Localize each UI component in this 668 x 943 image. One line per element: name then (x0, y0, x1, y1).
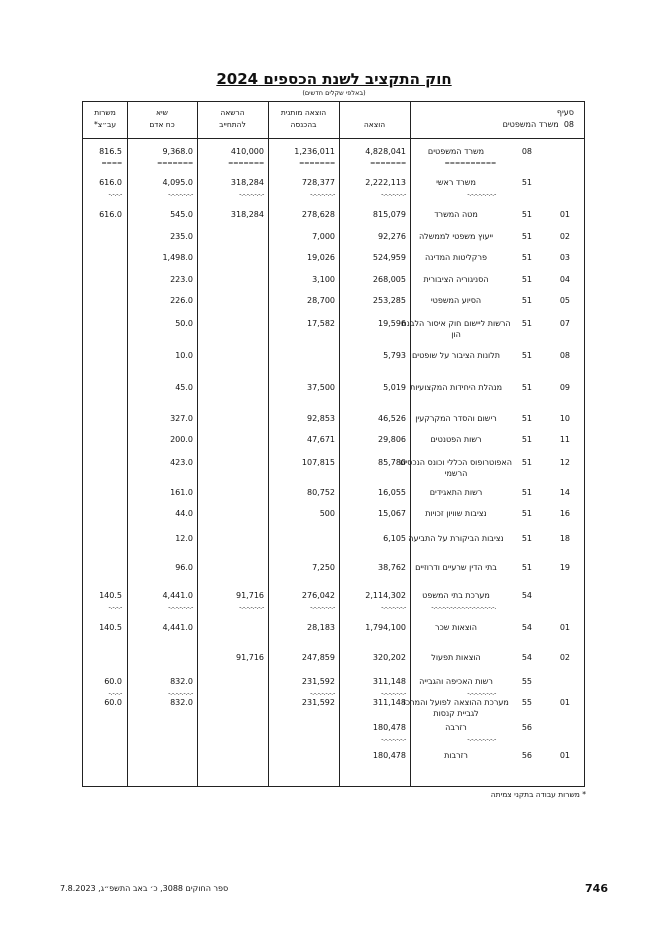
section-code: 55 (521, 698, 532, 707)
cell-manpower: 1,498.0 (162, 253, 193, 262)
value-underline: ======= (369, 159, 406, 167)
value-underline: ======= (227, 159, 264, 167)
cell-expense: 38,762 (378, 563, 406, 572)
subsection-code: 09 (559, 383, 570, 392)
item-name: רשות הפטנטים (430, 435, 482, 444)
section-code: 51 (521, 253, 532, 262)
cell-expense: 5,793 (383, 351, 406, 360)
cell-manpower: 4,095.0 (162, 178, 193, 187)
cell-manpower: 832.0 (170, 698, 193, 707)
value-underline: -.-.-.-.-.-.- (381, 735, 406, 743)
section-code: 51 (521, 509, 532, 518)
item-name: הסניגוריה הציבורית (423, 275, 489, 284)
item-name: הוצאות תפעול (431, 653, 481, 662)
cell-conditional: 276,042 (301, 591, 335, 600)
cell-contract: 60.0 (104, 698, 122, 707)
cell-expense: 19,596 (378, 319, 406, 328)
cell-expense: 815,079 (372, 210, 406, 219)
subsection-code: 12 (559, 458, 570, 467)
section-code: 51 (521, 414, 532, 423)
cell-manpower: 9,368.0 (162, 147, 193, 156)
page-subtitle: (באלפי שקלים חדשים) (302, 89, 366, 97)
value-underline: -.-.-.- (108, 603, 122, 611)
cell-manpower: 96.0 (175, 563, 193, 572)
cell-expense: 92,276 (378, 232, 406, 241)
cell-conditional: 3,100 (312, 275, 335, 284)
value-underline: -.-.-.-.-.-.- (239, 603, 264, 611)
value-underline: -.-.-.-.-.-.- (310, 689, 335, 697)
gazette-reference: ספר החוקים 3088, כ׳ באב התשפ״ג, 7.8.2023 (60, 884, 229, 893)
item-name: בתי הדין שרעיים ודרוזיים (415, 563, 497, 572)
section-code: 51 (521, 435, 532, 444)
cell-conditional: 17,582 (307, 319, 335, 328)
name-underline: -.-.-.-.-.-.-.- (467, 689, 496, 697)
cell-expense: 46,526 (378, 414, 406, 423)
cell-manpower: 235.0 (170, 232, 193, 241)
header-conditional: הוצאה מותנית בהכנסה (280, 108, 327, 129)
item-name: האפוטרופוס הכללי וכונס הנכסים הרשמי (400, 458, 512, 478)
subsection-code: 01 (559, 751, 570, 760)
cell-expense: 2,222,113 (365, 178, 406, 187)
subsection-code: 14 (559, 488, 570, 497)
value-underline: ======= (156, 159, 193, 167)
value-underline: -.-.-.-.-.-.- (381, 190, 406, 198)
item-name: רשות האכיפה והגבייה (419, 677, 493, 686)
cell-expense: 4,828,041 (365, 147, 406, 156)
subsection-code: 02 (559, 232, 570, 241)
item-name: הסיוע המשפטי (430, 296, 482, 305)
cell-expense: 2,114,302 (365, 591, 406, 600)
section-code: 08 (521, 147, 532, 156)
item-name: מערכת בתי המשפט (422, 591, 490, 600)
section-code: 56 (521, 751, 532, 760)
item-name: נציבות שוויון זכויות (425, 509, 487, 518)
value-underline: -.-.-.-.-.-.- (310, 603, 335, 611)
section-code: 54 (521, 591, 532, 600)
subsection-code: 04 (559, 275, 570, 284)
header-section: סעיף (556, 108, 574, 117)
cell-conditional: 37,500 (307, 383, 335, 392)
value-underline: -.-.-.- (108, 190, 122, 198)
cell-expense: 29,806 (378, 435, 406, 444)
section-code: 51 (521, 488, 532, 497)
section-code: 54 (521, 653, 532, 662)
cell-expense: 85,780 (378, 458, 406, 467)
value-underline: -.-.-.-.-.-.- (168, 689, 193, 697)
item-name: נציבות הביקורת על התביעה (408, 534, 504, 543)
value-underline: -.-.-.-.-.-.- (239, 190, 264, 198)
subsection-code: 01 (559, 210, 570, 219)
cell-conditional: 7,000 (312, 232, 335, 241)
value-underline: ======= (298, 159, 335, 167)
cell-conditional: 231,592 (301, 698, 335, 707)
value-underline: -.-.-.-.-.-.- (381, 603, 406, 611)
section-code: 51 (521, 563, 532, 572)
item-name: רישום והסדר המקרקעין (415, 414, 497, 423)
cell-contract: 616.0 (99, 178, 122, 187)
item-name: תלונות הציבור על שופטים (411, 351, 501, 360)
cell-conditional: 231,592 (301, 677, 335, 686)
cell-manpower: 327.0 (170, 414, 193, 423)
header-commitment: הרשאה להתחייב (219, 108, 246, 129)
name-underline: -.-.-.-.-.-.-.- (467, 735, 496, 743)
page-number: 746 (585, 882, 608, 895)
cell-expense: 16,055 (378, 488, 406, 497)
item-name: הרשות ליישום חוק איסור הלבנת הון (401, 319, 511, 339)
cell-manpower: 44.0 (175, 509, 193, 518)
section-code: 51 (521, 232, 532, 241)
cell-expense: 524,959 (372, 253, 406, 262)
item-name: מטה המשרד (434, 210, 478, 219)
section-code: 51 (521, 534, 532, 543)
cell-manpower: 223.0 (170, 275, 193, 284)
value-underline: -.-.-.-.-.-.- (381, 689, 406, 697)
subsection-code: 19 (559, 563, 570, 572)
cell-conditional: 47,671 (307, 435, 335, 444)
subsection-code: 11 (559, 435, 570, 444)
item-name: מערכת ההוצאה לפועל והמרכז לגביית קנסות (403, 698, 509, 718)
cell-contract: 140.5 (99, 591, 122, 600)
cell-expense: 311,148 (372, 698, 406, 707)
footnote: * משרות עבודה בתקני צמיתה (490, 790, 586, 799)
section-code: 55 (521, 677, 532, 686)
cell-expense: 311,148 (372, 677, 406, 686)
item-name: מנהלת היחידות המקצועיות (409, 383, 503, 392)
name-underline: -.-.-.-.-.-.-.- (467, 190, 496, 198)
cell-commitment: 91,716 (236, 591, 264, 600)
subsection-code: 01 (559, 623, 570, 632)
cell-expense: 15,067 (378, 509, 406, 518)
cell-manpower: 161.0 (170, 488, 193, 497)
item-name: פרקליטות המדינה (425, 253, 487, 262)
subsection-code: 05 (559, 296, 570, 305)
cell-conditional: 247,859 (301, 653, 335, 662)
value-underline: -.-.-.-.-.-.- (168, 190, 193, 198)
subsection-code: 03 (559, 253, 570, 262)
cell-conditional: 80,752 (307, 488, 335, 497)
cell-commitment: 410,000 (230, 147, 264, 156)
budget-table (82, 101, 585, 787)
subsection-code: 02 (559, 653, 570, 662)
section-code: 51 (521, 296, 532, 305)
value-underline: -.-.-.-.-.-.- (310, 190, 335, 198)
cell-expense: 253,285 (372, 296, 406, 305)
cell-conditional: 278,628 (301, 210, 335, 219)
cell-manpower: 45.0 (175, 383, 193, 392)
value-underline: ==== (101, 159, 122, 167)
cell-conditional: 728,377 (301, 178, 335, 187)
section-code: 51 (521, 275, 532, 284)
name-underline: ========== (444, 159, 496, 167)
cell-conditional: 7,250 (312, 563, 335, 572)
value-underline: -.-.-.-.-.-.- (168, 603, 193, 611)
cell-manpower: 832.0 (170, 677, 193, 686)
subsection-code: 16 (559, 509, 570, 518)
section-code: 51 (521, 319, 532, 328)
header-manpower: שיא כח אדם (149, 108, 175, 129)
cell-manpower: 545.0 (170, 210, 193, 219)
cell-manpower: 4,441.0 (162, 591, 193, 600)
item-name: משרד המשפטים (427, 147, 485, 156)
cell-manpower: 226.0 (170, 296, 193, 305)
section-code: 51 (521, 383, 532, 392)
cell-contract: 616.0 (99, 210, 122, 219)
name-underline: -.-.-.-.-.-.-.-.-.-.-.-.-.-.-.-.-. (431, 603, 496, 611)
cell-commitment: 91,716 (236, 653, 264, 662)
section-code: 54 (521, 623, 532, 632)
cell-expense: 180,478 (372, 723, 406, 732)
header-expense: הוצאה (363, 120, 386, 129)
item-name: ייעוץ משפטי לממשלה (418, 232, 494, 241)
subsection-code: 08 (559, 351, 570, 360)
cell-commitment: 318,284 (230, 178, 264, 187)
subsection-code: 18 (559, 534, 570, 543)
section-code: 51 (521, 210, 532, 219)
cell-conditional: 92,853 (307, 414, 335, 423)
section-code: 51 (521, 178, 532, 187)
cell-expense: 320,202 (372, 653, 406, 662)
header-contract: משרות עב״צ* (93, 108, 117, 129)
cell-manpower: 10.0 (175, 351, 193, 360)
value-underline: -.-.-.- (108, 689, 122, 697)
cell-manpower: 200.0 (170, 435, 193, 444)
cell-contract: 60.0 (104, 677, 122, 686)
cell-expense: 268,005 (372, 275, 406, 284)
cell-commitment: 318,284 (230, 210, 264, 219)
cell-contract: 140.5 (99, 623, 122, 632)
section-code: 51 (521, 458, 532, 467)
cell-manpower: 12.0 (175, 534, 193, 543)
subsection-code: 07 (559, 319, 570, 328)
cell-expense: 5,019 (383, 383, 406, 392)
item-name: רזרבות (444, 751, 468, 760)
item-name: משרד ראשי (436, 178, 476, 187)
cell-conditional: 1,236,011 (294, 147, 335, 156)
cell-manpower: 50.0 (175, 319, 193, 328)
cell-conditional: 500 (319, 509, 335, 518)
subsection-code: 10 (559, 414, 570, 423)
header-ministry: 08 משרד המשפטים (502, 120, 574, 129)
item-name: רזרבה (445, 723, 467, 732)
cell-manpower: 4,441.0 (162, 623, 193, 632)
section-code: 51 (521, 351, 532, 360)
cell-expense: 180,478 (372, 751, 406, 760)
item-name: הוצאות שכר (435, 623, 477, 632)
item-name: רשות התאגידים (429, 488, 483, 497)
cell-conditional: 28,700 (307, 296, 335, 305)
cell-expense: 1,794,100 (365, 623, 406, 632)
cell-conditional: 28,183 (307, 623, 335, 632)
section-code: 56 (521, 723, 532, 732)
page-title: חוק התקציב לשנת הכספים 2024 (216, 70, 452, 88)
cell-manpower: 423.0 (170, 458, 193, 467)
cell-conditional: 19,026 (307, 253, 335, 262)
cell-contract: 816.5 (99, 147, 122, 156)
cell-expense: 6,105 (383, 534, 406, 543)
subsection-code: 01 (559, 698, 570, 707)
cell-conditional: 107,815 (301, 458, 335, 467)
